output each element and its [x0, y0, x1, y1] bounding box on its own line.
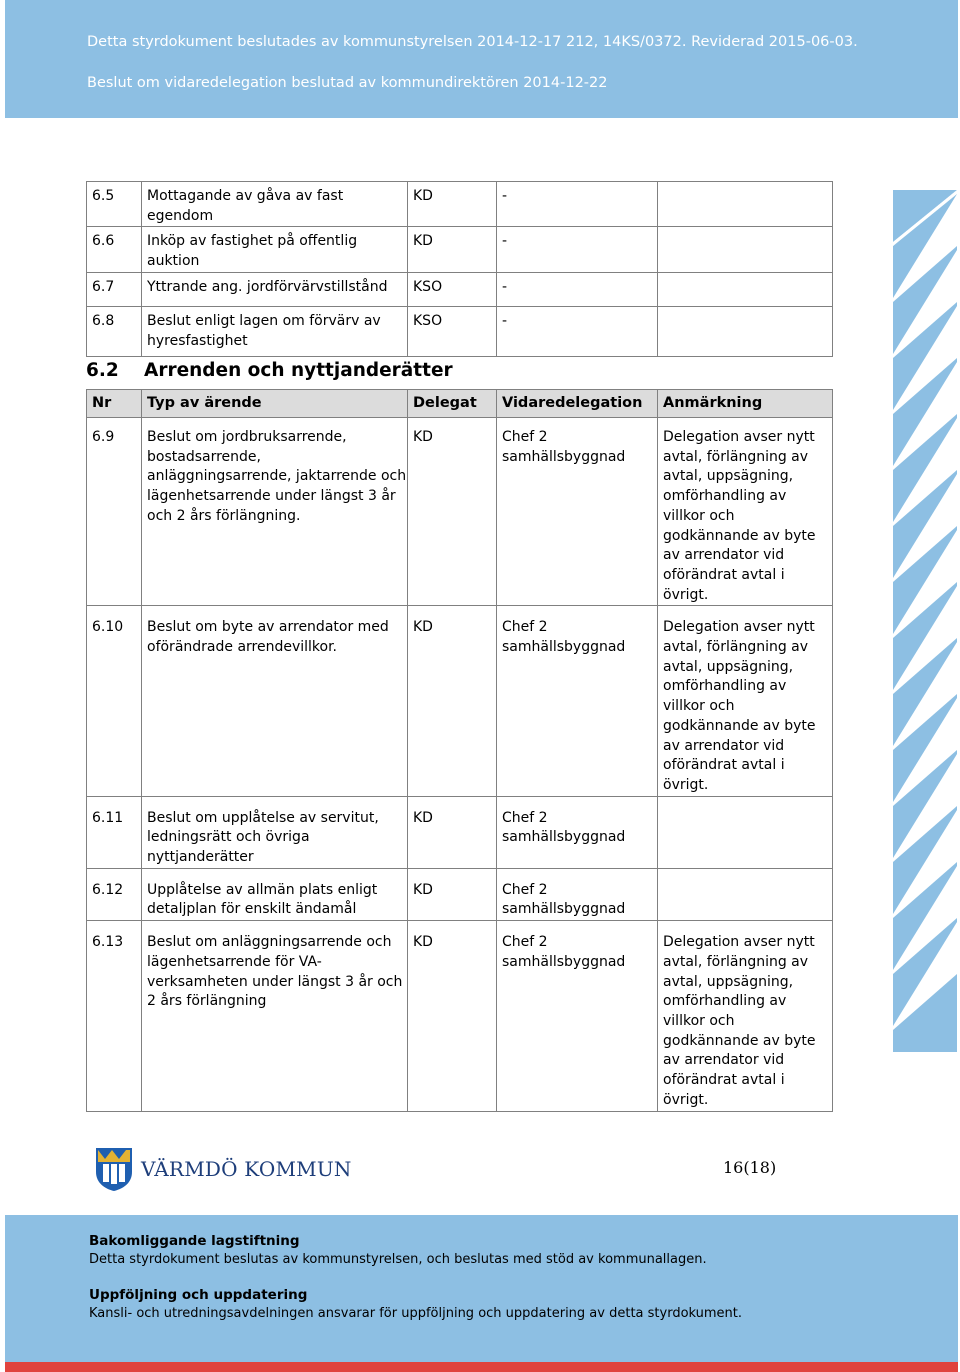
cell-nr: 6.10 — [87, 606, 142, 796]
table-row — [87, 272, 833, 306]
cell-anmarkning: Delegation avser nytt avtal, förlängning av avtal, uppsägning, omförhandling av villkor och godkännande av byte av arrendator vid oförändrat avtal i övrigt. — [658, 418, 833, 606]
column-header-anmarkning: Anmärkning — [658, 390, 833, 418]
table-row — [87, 418, 833, 606]
cell-anmarkning — [658, 306, 833, 356]
cell-vidaredelegation: - — [497, 182, 658, 227]
delegation-table-arrenden — [86, 389, 833, 1112]
footer-panel — [5, 1215, 958, 1372]
table-row — [87, 868, 833, 920]
table-row — [87, 606, 833, 796]
cell-anmarkning: Delegation avser nytt avtal, förlängning av avtal, uppsägning, omförhandling av villkor och godkännande av byte av arrendator vid oförändrat avtal i övrigt. — [658, 921, 833, 1111]
column-header-typ: Typ av ärende — [142, 390, 408, 418]
cell-anmarkning — [658, 227, 833, 272]
cell-delegat: KD — [408, 868, 497, 920]
section-number: 6.2 — [86, 360, 119, 381]
footer-red-stripe — [5, 1362, 958, 1372]
cell-anmarkning — [658, 796, 833, 868]
cell-typ: Yttrande ang. jordförvärvstillstånd — [142, 272, 408, 306]
table-row — [87, 306, 833, 356]
cell-delegat: KD — [408, 796, 497, 868]
cell-typ: Beslut om byte av arrendator med oförändrade arrendevillkor. — [142, 606, 408, 796]
cell-delegat: KSO — [408, 306, 497, 356]
municipality-name: VÄRMDÖ KOMMUN — [141, 1157, 352, 1181]
header-redelegation-text: Beslut om vidaredelegation beslutad av kommundirektören 2014-12-22 — [87, 75, 608, 91]
cell-vidaredelegation: - — [497, 272, 658, 306]
cell-nr: 6.6 — [87, 227, 142, 272]
column-header-delegat: Delegat — [408, 390, 497, 418]
column-header-nr: Nr — [87, 390, 142, 418]
cell-typ: Beslut om anläggningsarrende och lägenhetsarrende för VA-verksamheten under längst 3 år och 2 års förlängning — [142, 921, 408, 1111]
cell-nr: 6.7 — [87, 272, 142, 306]
delegation-table-continued — [86, 181, 833, 357]
cell-vidaredelegation: Chef 2 samhällsbyggnad — [497, 418, 658, 606]
cell-anmarkning — [658, 182, 833, 227]
table-header-row — [87, 390, 833, 418]
table-row — [87, 921, 833, 1111]
cell-nr: 6.12 — [87, 868, 142, 920]
cell-anmarkning — [658, 868, 833, 920]
table-row — [87, 796, 833, 868]
cell-nr: 6.8 — [87, 306, 142, 356]
footer-text-legislation: Detta styrdokument beslutas av kommunstyrelsen, och beslutas med stöd av kommunallagen. — [89, 1252, 707, 1267]
cell-nr: 6.5 — [87, 182, 142, 227]
cell-delegat: KD — [408, 606, 497, 796]
cell-typ: Beslut om jordbruksarrende, bostadsarrende, anläggningsarrende, jaktarrende och lägenhetsarrende under längst 3 år och 2 års förlängning. — [142, 418, 408, 606]
page-number: 16(18) — [723, 1158, 777, 1177]
decorative-triangle-border — [893, 190, 957, 1052]
cell-delegat: KD — [408, 182, 497, 227]
cell-delegat: KSO — [408, 272, 497, 306]
table-row — [87, 182, 833, 227]
footer-text-followup: Kansli- och utredningsavdelningen ansvarar för uppföljning och uppdatering av detta styrdokument. — [89, 1306, 743, 1321]
cell-vidaredelegation: - — [497, 306, 658, 356]
cell-vidaredelegation: - — [497, 227, 658, 272]
cell-nr: 6.9 — [87, 418, 142, 606]
cell-nr: 6.13 — [87, 921, 142, 1111]
cell-typ: Beslut enligt lagen om förvärv av hyresfastighet — [142, 306, 408, 356]
cell-typ: Mottagande av gåva av fast egendom — [142, 182, 408, 227]
header-decision-text: Detta styrdokument beslutades av kommunstyrelsen 2014-12-17 212, 14KS/0372. Reviderad 2015-06-03. — [87, 34, 858, 50]
header-banner — [5, 0, 958, 118]
cell-vidaredelegation: Chef 2 samhällsbyggnad — [497, 921, 658, 1111]
footer-heading-followup: Uppföljning och uppdatering — [89, 1287, 308, 1303]
cell-typ: Inköp av fastighet på offentlig auktion — [142, 227, 408, 272]
cell-vidaredelegation: Chef 2 samhällsbyggnad — [497, 606, 658, 796]
cell-delegat: KD — [408, 921, 497, 1111]
cell-anmarkning — [658, 272, 833, 306]
cell-delegat: KD — [408, 227, 497, 272]
table-row — [87, 227, 833, 272]
cell-typ: Upplåtelse av allmän plats enligt detaljplan för enskilt ändamål — [142, 868, 408, 920]
cell-typ: Beslut om upplåtelse av servitut, ledningsrätt och övriga nyttjanderätter — [142, 796, 408, 868]
section-heading — [86, 360, 453, 381]
varmdo-coat-of-arms-logo — [94, 1146, 134, 1192]
cell-vidaredelegation: Chef 2 samhällsbyggnad — [497, 796, 658, 868]
footer-heading-legislation: Bakomliggande lagstiftning — [89, 1233, 300, 1249]
cell-nr: 6.11 — [87, 796, 142, 868]
cell-delegat: KD — [408, 418, 497, 606]
column-header-vidaredelegation: Vidaredelegation — [497, 390, 658, 418]
cell-anmarkning: Delegation avser nytt avtal, förlängning av avtal, uppsägning, omförhandling av villkor och godkännande av byte av arrendator vid oförändrat avtal i övrigt. — [658, 606, 833, 796]
section-title: Arrenden och nyttjanderätter — [144, 360, 453, 381]
cell-vidaredelegation: Chef 2 samhällsbyggnad — [497, 868, 658, 920]
